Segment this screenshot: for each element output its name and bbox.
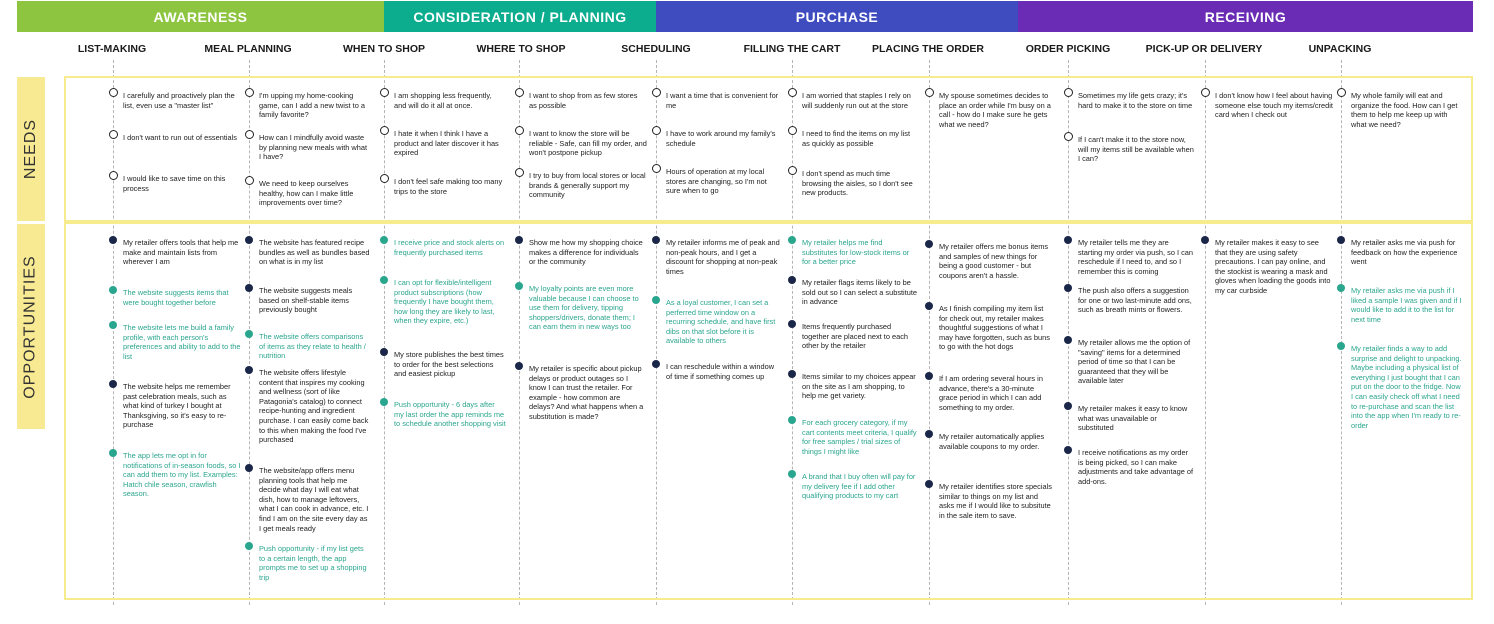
opportunity-text: I can reschedule within a window of time if something comes up xyxy=(666,362,775,381)
need-marker-icon xyxy=(652,126,661,135)
need-text: I don't want to run out of essentials xyxy=(123,133,237,142)
stage-label: FILLING THE CART xyxy=(743,43,841,55)
teal-dot-icon xyxy=(788,470,796,478)
need-text: I want to know the store will be reliable - Safe, can fill my order, and won't postpone pickup xyxy=(529,129,647,158)
need-marker-icon xyxy=(109,88,118,97)
opportunity-text: My retailer informs me of peak and non-peak hours, and I get a discount for shopping at non-peak times xyxy=(666,238,780,276)
opportunity-text: The push also offers a suggestion for one or two last-minute add ons, such as breath mints or flowers. xyxy=(1078,286,1192,315)
dark-dot-icon xyxy=(245,284,253,292)
opportunity-item xyxy=(529,364,647,422)
teal-dot-icon xyxy=(1337,342,1345,350)
need-text: Hours of operation at my local stores are changing, so I'm not sure when to go xyxy=(666,167,767,196)
need-marker-icon xyxy=(925,88,934,97)
opportunity-item xyxy=(1078,238,1194,276)
opportunity-item xyxy=(939,304,1053,352)
teal-dot-icon xyxy=(788,236,796,244)
opportunity-text: A brand that I buy often will pay for my delivery fee if I add other qualifying products to my cart xyxy=(802,472,916,501)
opportunity-text: I receive notifications as my order is being picked, so I can make adjustments and take advantage of add-ons. xyxy=(1078,448,1194,486)
opportunity-text: As I finish compiling my item list for check out, my retailer makes thoughtful suggestions of what I may have forgotten, such as buns to go with the hot dogs xyxy=(939,304,1050,352)
need-text: We need to keep ourselves healthy, how can I make little improvements over time? xyxy=(259,179,354,208)
stage-label: LIST-MAKING xyxy=(77,43,147,55)
opportunity-item xyxy=(259,368,371,445)
opportunity-text: The website has featured recipe bundles as well as bundles based on what is in my list xyxy=(259,238,370,267)
opportunity-text: My retailer is specific about pickup delays or product outages so I know I can trust the retailer. For example - how common are delays? And what happens when a substitution is made? xyxy=(529,364,644,421)
opportunity-item xyxy=(666,298,782,346)
opportunity-item xyxy=(1351,286,1463,324)
opportunity-item xyxy=(1215,238,1333,296)
dark-dot-icon xyxy=(925,302,933,310)
need-text: I carefully and proactively plan the list, even use a "master list" xyxy=(123,91,235,110)
need-marker-icon xyxy=(380,174,389,183)
stage-label: PLACING THE ORDER xyxy=(871,43,985,55)
need-text: I try to buy from local stores or local brands & generally support my community xyxy=(529,171,646,200)
teal-dot-icon xyxy=(109,321,117,329)
opportunity-item xyxy=(802,418,918,456)
opportunity-item xyxy=(1351,238,1463,267)
stage-label: WHEN TO SHOP xyxy=(342,43,426,55)
opportunity-item xyxy=(529,284,647,332)
teal-dot-icon xyxy=(788,416,796,424)
dark-dot-icon xyxy=(515,236,523,244)
need-item xyxy=(802,169,918,198)
opportunity-text: My retailer asks me via push if I liked a sample I was given and if I would like to add it to the list for next time xyxy=(1351,286,1462,324)
need-text: Sometimes my life gets crazy; it's hard to make it to the store on time xyxy=(1078,91,1193,110)
need-item xyxy=(259,179,371,208)
opportunity-item xyxy=(1351,344,1463,430)
opportunity-item xyxy=(123,238,241,267)
opportunity-text: My retailer makes it easy to know what was unavailable or substituted xyxy=(1078,404,1188,433)
opportunity-item xyxy=(394,400,506,429)
need-item xyxy=(394,129,506,158)
opportunity-text: My loyalty points are even more valuable because I can choose to use them for delivery, tipping shoppers/drivers, donate them; I can earn them in new ways too xyxy=(529,284,639,332)
need-marker-icon xyxy=(109,171,118,180)
dark-dot-icon xyxy=(1064,236,1072,244)
need-marker-icon xyxy=(788,166,797,175)
need-item xyxy=(123,174,241,193)
opportunity-item xyxy=(802,372,918,401)
need-text: I don't know how I feel about having someone else touch my items/credit card when I check out xyxy=(1215,91,1333,120)
opportunity-text: As a loyal customer, I can set a perferred time window on a recurring schedule, and have first dibs on that slot before it is available to others xyxy=(666,298,776,346)
opportunity-text: I can opt for flexible/intelligent product subscriptions (how frequently I have bought them, how long they are likely to last, when they expire, etc.) xyxy=(394,278,495,326)
opportunity-item xyxy=(394,278,506,326)
opportunity-text: I receive price and stock alerts on frequently purchased items xyxy=(394,238,505,257)
stage-label: PICK-UP OR DELIVERY xyxy=(1145,43,1263,55)
need-item xyxy=(666,167,782,196)
need-item xyxy=(529,91,647,110)
dark-dot-icon xyxy=(788,320,796,328)
need-marker-icon xyxy=(515,88,524,97)
opportunity-text: My retailer allows me the option of "saving" items for a determined period of time so that I can be guaranteed that they will be available later xyxy=(1078,338,1191,386)
teal-dot-icon xyxy=(380,236,388,244)
dark-dot-icon xyxy=(1064,284,1072,292)
opportunity-item xyxy=(939,374,1053,412)
teal-dot-icon xyxy=(515,282,523,290)
opportunity-item xyxy=(939,482,1053,520)
opportunity-item xyxy=(123,451,241,499)
phase-0: AWARENESS xyxy=(17,1,384,32)
teal-dot-icon xyxy=(109,449,117,457)
need-marker-icon xyxy=(652,88,661,97)
opportunity-text: Items similar to my choices appear on the site as I am shopping, to help me get variety. xyxy=(802,372,916,401)
teal-dot-icon xyxy=(1337,284,1345,292)
opportunity-item xyxy=(394,238,506,257)
stage-label: ORDER PICKING xyxy=(1025,43,1111,55)
need-item xyxy=(802,129,918,148)
teal-dot-icon xyxy=(380,398,388,406)
opportunity-text: My retailer helps me find substitutes for low-stock items or for a better price xyxy=(802,238,910,267)
need-item xyxy=(123,133,241,143)
opportunity-text: The website helps me remember past celebration meals, such as what kind of turkey I bought at Thanksgiving, so it's easy to re-purchase xyxy=(123,382,231,430)
teal-dot-icon xyxy=(245,330,253,338)
opportunity-text: My retailer offers tools that help me make and maintain lists from wherever I am xyxy=(123,238,239,267)
opportunity-item xyxy=(394,350,506,379)
opportunity-text: My retailer flags items likely to be sold out so I can select a substitute in advance xyxy=(802,278,918,307)
need-item xyxy=(259,133,371,162)
phase-3: RECEIVING xyxy=(1018,1,1473,32)
opportunity-item xyxy=(1078,338,1194,386)
dark-dot-icon xyxy=(109,380,117,388)
dark-dot-icon xyxy=(925,480,933,488)
need-item xyxy=(529,129,647,158)
opportunity-text: The website lets me build a family profile, with each person's preferences and ability to add to the list xyxy=(123,323,241,361)
opportunity-item xyxy=(259,238,371,267)
dark-dot-icon xyxy=(925,430,933,438)
opportunity-item xyxy=(802,278,918,307)
need-text: How can I mindfully avoid waste by planning new meals with what I have? xyxy=(259,133,368,162)
opportunity-text: For each grocery category, if my cart contents meet criteria, I qualify for free samples / trial sizes of things I might like xyxy=(802,418,917,456)
opportunity-item xyxy=(123,323,241,361)
teal-dot-icon xyxy=(109,286,117,294)
need-marker-icon xyxy=(1201,88,1210,97)
need-text: I'm upping my home-cooking game, can I add a new twist to a family favorite? xyxy=(259,91,365,120)
dark-dot-icon xyxy=(1337,236,1345,244)
dark-dot-icon xyxy=(245,366,253,374)
stage-label: UNPACKING xyxy=(1308,43,1372,55)
opportunity-text: My retailer offers me bonus items and samples of new things for being a good customer - but coupons aren't a hassle. xyxy=(939,242,1049,280)
need-marker-icon xyxy=(109,130,118,139)
opportunity-item xyxy=(259,332,371,361)
opportunity-item xyxy=(666,362,782,381)
need-marker-icon xyxy=(245,88,254,97)
opportunity-item xyxy=(1078,448,1194,486)
need-text: My spouse sometimes decides to place an order while I'm busy on a call - how do I make sure he gets what we need? xyxy=(939,91,1051,129)
opportunity-item xyxy=(123,382,241,430)
opportunity-item xyxy=(939,432,1053,451)
need-item xyxy=(1078,135,1194,164)
dark-dot-icon xyxy=(1201,236,1209,244)
opportunity-text: My retailer makes it easy to see that they are using safety precautions. I can pay online, and the stockist is wearing a mask and gloves when loading the goods into my car curbside xyxy=(1215,238,1331,295)
stage-label: SCHEDULING xyxy=(621,43,691,55)
opportunity-text: Push opportunity - if my list gets to a certain length, the app prompts me to set up a shopping trip xyxy=(259,544,367,582)
need-marker-icon xyxy=(652,164,661,173)
need-item xyxy=(529,171,647,200)
need-text: I have to work around my family's schedule xyxy=(666,129,776,148)
opportunity-item xyxy=(666,238,782,276)
dark-dot-icon xyxy=(515,362,523,370)
need-marker-icon xyxy=(380,88,389,97)
dark-dot-icon xyxy=(652,360,660,368)
need-marker-icon xyxy=(788,88,797,97)
dark-dot-icon xyxy=(245,464,253,472)
opportunity-item xyxy=(939,242,1053,280)
need-text: I want a time that is convenient for me xyxy=(666,91,779,110)
phase-1: CONSIDERATION / PLANNING xyxy=(384,1,656,32)
opportunity-item xyxy=(529,238,647,267)
need-text: I would like to save time on this process xyxy=(123,174,226,193)
need-item xyxy=(1078,91,1194,110)
need-marker-icon xyxy=(515,168,524,177)
phase-2: PURCHASE xyxy=(656,1,1018,32)
need-text: I am shopping less frequently, and will do it all at once. xyxy=(394,91,492,110)
opportunity-text: The website/app offers menu planning tools that help me decide what day I will eat what dish, how to manage leftovers, what I can cook in advance, etc. I find I am on the site every day as I get meals ready xyxy=(259,466,369,533)
opportunity-item xyxy=(259,286,371,315)
opportunity-text: The website offers comparisons of items as they relate to health / nutrition xyxy=(259,332,366,361)
need-item xyxy=(1351,91,1463,129)
opportunities-label-text: OPPORTUNITIES xyxy=(22,254,40,399)
need-marker-icon xyxy=(788,126,797,135)
need-text: I hate it when I think I have a product and later discover it has expired xyxy=(394,129,499,158)
need-item xyxy=(666,91,782,110)
need-item xyxy=(394,177,506,196)
need-item xyxy=(666,129,782,148)
dark-dot-icon xyxy=(788,370,796,378)
opportunity-item xyxy=(1078,404,1194,433)
stage-label: MEAL PLANNING xyxy=(204,43,292,55)
opportunity-text: The website suggests meals based on shelf-stable items previously bought xyxy=(259,286,353,315)
opportunity-text: If I am ordering several hours in advance, there's a 30-minute grace period in which I can add something to my order. xyxy=(939,374,1043,412)
opportunity-item xyxy=(802,472,918,501)
need-text: I want to shop from as few stores as possible xyxy=(529,91,638,110)
need-text: I don't feel safe making too many trips to the store xyxy=(394,177,503,196)
need-marker-icon xyxy=(380,126,389,135)
need-marker-icon xyxy=(1064,88,1073,97)
teal-dot-icon xyxy=(652,296,660,304)
dark-dot-icon xyxy=(925,240,933,248)
needs-label-text: NEEDS xyxy=(22,118,39,180)
opportunity-text: Push opportunity - 6 days after my last order the app reminds me to schedule another shopping visit xyxy=(394,400,506,429)
need-item xyxy=(939,91,1053,129)
dark-dot-icon xyxy=(1064,402,1072,410)
need-item xyxy=(802,91,918,110)
need-item xyxy=(1215,91,1333,120)
need-marker-icon xyxy=(1337,88,1346,97)
opportunity-item xyxy=(259,544,371,582)
need-marker-icon xyxy=(1064,132,1073,141)
opportunity-text: My retailer tells me they are starting my order via push, so I can reschedule if I need to, and so I remember this is coming xyxy=(1078,238,1194,276)
opportunity-text: My retailer automatically applies available coupons to my order. xyxy=(939,432,1045,451)
need-marker-icon xyxy=(515,126,524,135)
opportunity-text: The app lets me opt in for notifications of in-season foods, so I can add them to my list. Examples: Hatch chile season, crawfish season. xyxy=(123,451,241,499)
dark-dot-icon xyxy=(109,236,117,244)
need-item xyxy=(259,91,371,120)
need-text: I don't spend as much time browsing the aisles, so I don't see new products. xyxy=(802,169,913,198)
need-text: I need to find the items on my list as quickly as possible xyxy=(802,129,911,148)
dark-dot-icon xyxy=(1064,446,1072,454)
opportunity-text: The website suggests items that were bought together before xyxy=(123,288,229,307)
opportunity-text: The website offers lifestyle content that inspires my cooking and wellness (sort of like Patagonia's catalog) to connect recipe-hunting and ingredient purchase. I can easily come back to this when making the food I've purchased xyxy=(259,368,369,445)
opportunity-text: My store publishes the best times to order for the best selections and easiest pickup xyxy=(394,350,504,379)
need-item xyxy=(123,91,241,110)
opportunities-row-label xyxy=(17,224,45,429)
dark-dot-icon xyxy=(1064,336,1072,344)
opportunity-item xyxy=(802,322,918,351)
dark-dot-icon xyxy=(380,348,388,356)
opportunity-text: My retailer finds a way to add surprise and delight to unpacking. Maybe including a physical list of everything I just bought that I can put on the door to the fridge. Now I can easily check off what I need to re-purchase and scan the list into the app when I'm ready to re-order xyxy=(1351,344,1462,430)
needs-row-label xyxy=(17,77,45,221)
need-item xyxy=(394,91,506,110)
need-marker-icon xyxy=(245,176,254,185)
opportunity-item xyxy=(1078,286,1194,315)
dark-dot-icon xyxy=(925,372,933,380)
teal-dot-icon xyxy=(380,276,388,284)
need-text: If I can't make it to the store now, will my items still be available when I can? xyxy=(1078,135,1194,164)
dark-dot-icon xyxy=(245,236,253,244)
teal-dot-icon xyxy=(245,542,253,550)
dark-dot-icon xyxy=(652,236,660,244)
dark-dot-icon xyxy=(788,276,796,284)
opportunity-item xyxy=(802,238,918,267)
opportunity-item xyxy=(123,288,241,307)
need-text: I am worried that staples I rely on will suddenly run out at the store xyxy=(802,91,911,110)
opportunity-text: Show me how my shopping choice makes a difference for individuals or the community xyxy=(529,238,643,267)
opportunity-text: Items frequently purchased together are placed next to each other by the retailer xyxy=(802,322,909,351)
stage-label: WHERE TO SHOP xyxy=(476,43,566,55)
opportunity-text: My retailer identifies store specials similar to things on my list and asks me if I would like to subsitute in the sale item to save. xyxy=(939,482,1052,520)
opportunity-text: My retailer asks me via push for feedback on how the experience went xyxy=(1351,238,1458,267)
opportunity-item xyxy=(259,466,371,533)
need-marker-icon xyxy=(245,130,254,139)
need-text: My whole family will eat and organize the food. How can I get them to help me keep up with what we need? xyxy=(1351,91,1458,129)
